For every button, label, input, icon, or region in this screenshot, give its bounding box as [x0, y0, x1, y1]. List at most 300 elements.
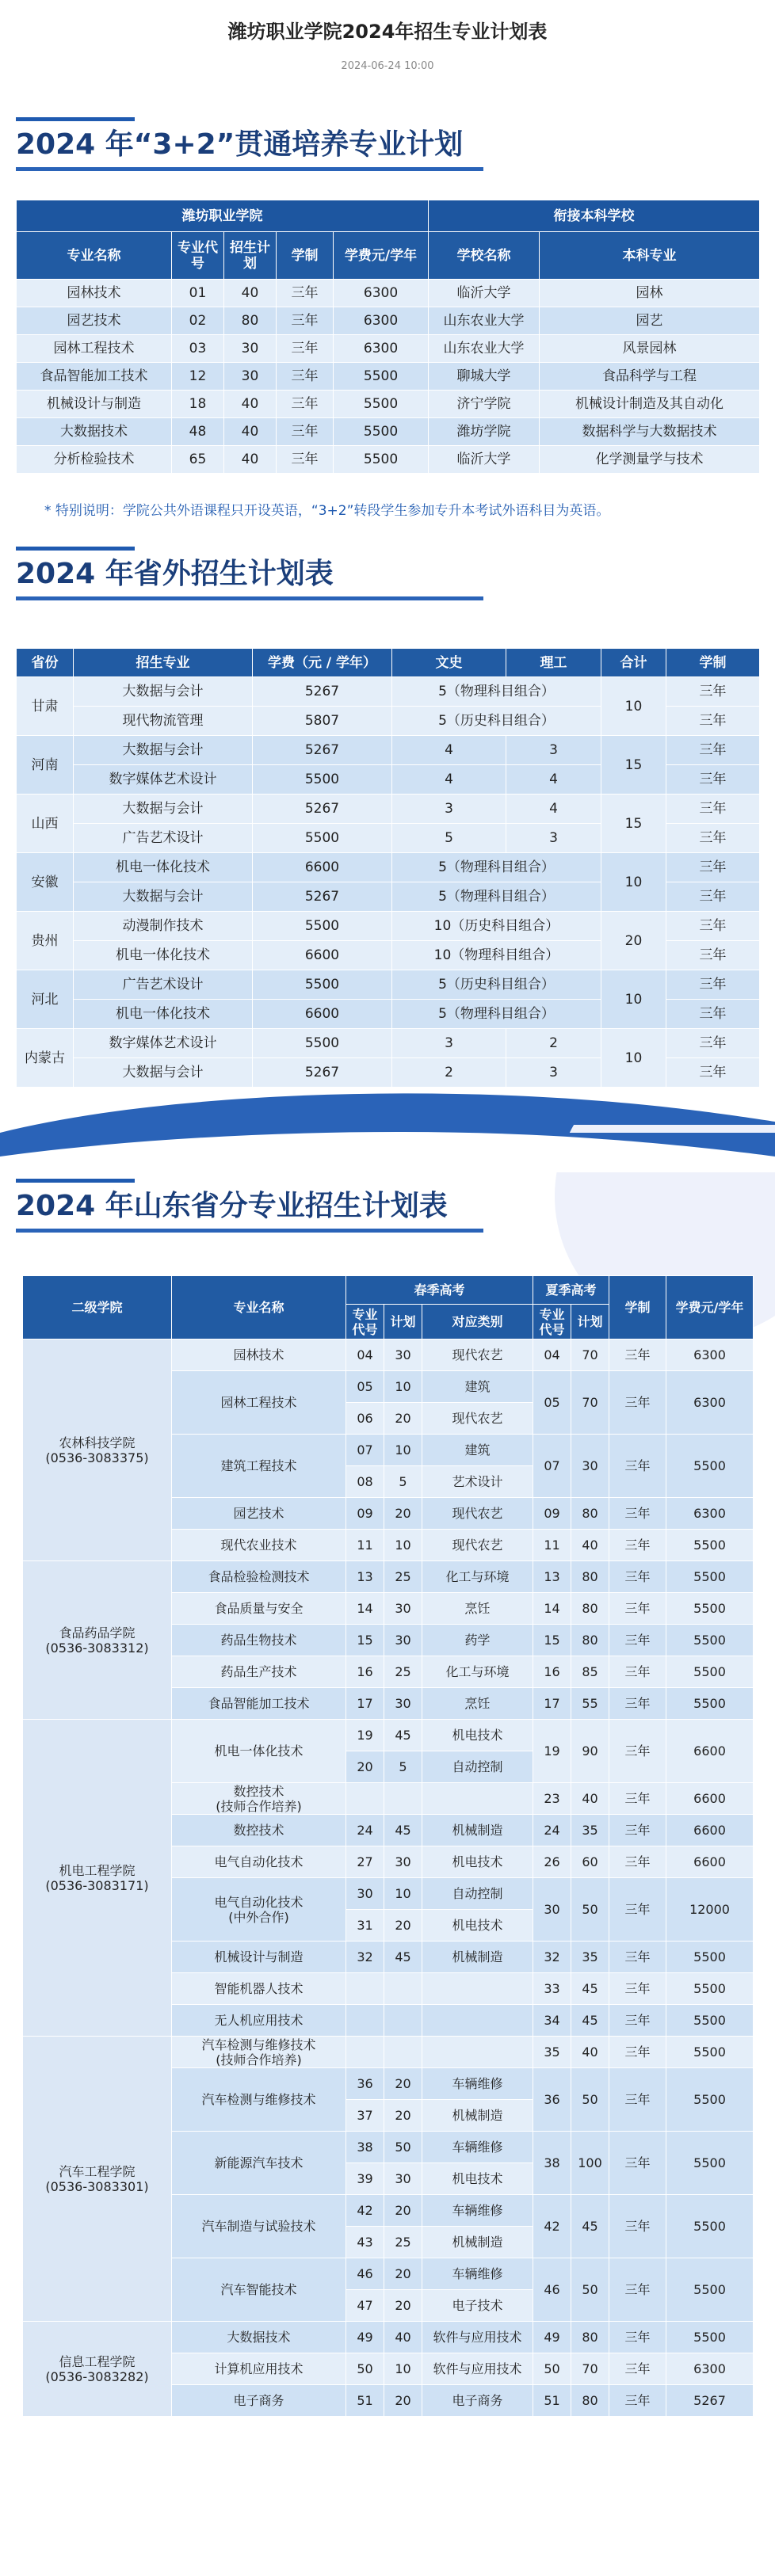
- spring-plan-cell: 20: [384, 2258, 422, 2290]
- table-cell: 6300: [334, 307, 429, 335]
- spring-category-cell: 自动控制: [422, 1751, 533, 1783]
- table-cell: 分析检验技术: [17, 446, 172, 474]
- table-cell: 65: [172, 446, 224, 474]
- section-title: 2024 年省外招生计划表: [16, 558, 334, 590]
- column-header: 合计: [601, 649, 666, 677]
- major-cell: 园艺技术: [172, 1498, 346, 1530]
- table-cell: 5500: [334, 446, 429, 474]
- spring-plan-cell: 20: [384, 1403, 422, 1435]
- spring-category-cell: 建筑: [422, 1435, 533, 1466]
- column-header: 学费元/学年: [666, 1276, 754, 1339]
- major-cell: 建筑工程技术: [172, 1435, 346, 1498]
- page-title: 潍坊职业学院2024年招生专业计划表: [227, 21, 548, 43]
- summer-plan-cell: 40: [571, 1530, 609, 1561]
- table-row: [17, 795, 760, 824]
- table-cell: 40: [224, 418, 277, 446]
- years-cell: 三年: [609, 2068, 666, 2132]
- fee-cell: 6300: [666, 1339, 754, 1371]
- table-cell: 园艺技术: [17, 307, 172, 335]
- spring-plan-cell: 10: [384, 1435, 422, 1466]
- publish-date: 2024-06-24 10:00: [341, 60, 434, 72]
- spring-plan-cell: 45: [384, 1720, 422, 1751]
- spring-plan-cell: 5: [384, 1466, 422, 1498]
- table-cell: 6300: [334, 280, 429, 307]
- spring-category-cell: 化工与环境: [422, 1656, 533, 1688]
- years-cell: 三年: [666, 882, 760, 912]
- college-name: 机电工程学院: [59, 1862, 136, 1878]
- quota-cell: 3: [506, 736, 601, 765]
- years-cell: 三年: [609, 1435, 666, 1498]
- spring-code-cell: 07: [346, 1435, 384, 1466]
- summer-code-cell: 13: [533, 1561, 571, 1593]
- major-cell: 汽车检测与维修技术 (技师合作培养): [172, 2037, 346, 2068]
- table-row: [23, 1720, 754, 1751]
- section-header-3plus2: [16, 117, 483, 171]
- special-note: * 特别说明：学院公共外语课程只开设英语，“3+2”转段学生参加专升本考试外语科目为英语。: [44, 503, 610, 519]
- summer-code-cell: 07: [533, 1435, 571, 1498]
- title-underline: [16, 1229, 483, 1233]
- table-cell: 临沂大学: [429, 280, 540, 307]
- spring-plan-cell: 20: [384, 2195, 422, 2227]
- college-name: 农林科技学院: [59, 1435, 136, 1450]
- spring-category-cell: 机械制造: [422, 1942, 533, 1973]
- quota-cell: 5（历史科目组合）: [392, 970, 601, 1000]
- fee-cell: 5267: [253, 882, 392, 912]
- fee-cell: 5500: [666, 1435, 754, 1498]
- summer-plan-cell: 50: [571, 1878, 609, 1942]
- spring-code-cell: 49: [346, 2322, 384, 2353]
- college-phone: (0536-3083301): [45, 2178, 149, 2194]
- years-cell: 三年: [609, 1720, 666, 1783]
- fee-cell: 6300: [666, 1371, 754, 1435]
- spring-plan-cell: 25: [384, 1561, 422, 1593]
- spring-code-cell: 39: [346, 2163, 384, 2195]
- table-cell: 18: [172, 391, 224, 418]
- table-cell: 化学测量学与技术: [540, 446, 760, 474]
- summer-plan-cell: 80: [571, 1498, 609, 1530]
- major-cell: 机械设计与制造: [172, 1942, 346, 1973]
- summer-plan-cell: 80: [571, 1561, 609, 1593]
- years-cell: 三年: [609, 1815, 666, 1846]
- spring-code-cell: 50: [346, 2353, 384, 2385]
- major-cell: 食品质量与安全: [172, 1593, 346, 1625]
- fee-cell: 5500: [253, 912, 392, 941]
- spring-plan-cell: 25: [384, 2227, 422, 2258]
- table-cell: 大数据技术: [17, 418, 172, 446]
- spring-code-cell: 11: [346, 1530, 384, 1561]
- summer-code-cell: 19: [533, 1720, 571, 1783]
- spring-category-cell: 现代农艺: [422, 1403, 533, 1435]
- table-cell: 食品科学与工程: [540, 363, 760, 391]
- quota-cell: 10（物理科目组合）: [392, 941, 601, 970]
- wave-edge: [0, 1125, 775, 1172]
- fee-cell: 5267: [253, 736, 392, 765]
- spring-category-cell: 车辆维修: [422, 2195, 533, 2227]
- table-row: [17, 970, 760, 1000]
- years-cell: 三年: [609, 1530, 666, 1561]
- spring-category-cell: 机械制造: [422, 1815, 533, 1846]
- column-header: 专业代号: [346, 1305, 384, 1339]
- spring-code-cell: 04: [346, 1339, 384, 1371]
- province-cell: 山西: [17, 795, 74, 853]
- spring-plan-cell: 5: [384, 1751, 422, 1783]
- table-row: [17, 363, 760, 391]
- table-row: [17, 912, 760, 941]
- spring-category-cell: 现代农艺: [422, 1339, 533, 1371]
- spring-plan-cell: 25: [384, 1656, 422, 1688]
- table-cell: 食品智能加工技术: [17, 363, 172, 391]
- spring-plan-cell: [384, 1973, 422, 2005]
- fee-cell: 6600: [253, 853, 392, 882]
- quota-cell: 4: [392, 736, 506, 765]
- summer-plan-cell: 80: [571, 2385, 609, 2417]
- total-cell: 15: [601, 736, 666, 795]
- spring-code-cell: 37: [346, 2100, 384, 2132]
- spring-category-cell: 机电技术: [422, 2163, 533, 2195]
- college-phone: (0536-3083375): [45, 1450, 149, 1465]
- column-header: 学制: [609, 1276, 666, 1339]
- table-cell: 6300: [334, 335, 429, 363]
- years-cell: 三年: [609, 2322, 666, 2353]
- table-cell: 12: [172, 363, 224, 391]
- major-cell: 机电一体化技术: [74, 1000, 253, 1029]
- major-cell: 机电一体化技术: [74, 853, 253, 882]
- column-header: 理工: [506, 649, 601, 677]
- quota-cell: 5（物理科目组合）: [392, 1000, 601, 1029]
- years-cell: 三年: [666, 824, 760, 853]
- spring-category-cell: 现代农艺: [422, 1530, 533, 1561]
- spring-category-cell: [422, 2037, 533, 2068]
- summer-code-cell: 17: [533, 1688, 571, 1720]
- section-header-out-of-province: [16, 547, 483, 600]
- column-header: 文史: [392, 649, 506, 677]
- spring-category-cell: 自动控制: [422, 1878, 533, 1910]
- major-cell: 大数据与会计: [74, 795, 253, 824]
- province-cell: 甘肃: [17, 677, 74, 736]
- table-cell: 园林工程技术: [17, 335, 172, 363]
- column-header: 学校名称: [429, 232, 540, 280]
- table-cell: 30: [224, 335, 277, 363]
- province-cell: 河南: [17, 736, 74, 795]
- column-header: 专业名称: [17, 232, 172, 280]
- column-header: 专业代号: [533, 1305, 571, 1339]
- quota-cell: 3: [392, 1029, 506, 1058]
- table-cell: 三年: [277, 335, 334, 363]
- spring-plan-cell: 10: [384, 1371, 422, 1403]
- fee-cell: 6600: [253, 1000, 392, 1029]
- fee-cell: 6300: [666, 1498, 754, 1530]
- spring-plan-cell: 50: [384, 2132, 422, 2163]
- quota-cell: 5（历史科目组合）: [392, 707, 601, 736]
- quota-cell: 4: [506, 795, 601, 824]
- spring-code-cell: [346, 2005, 384, 2037]
- summer-code-cell: 42: [533, 2195, 571, 2258]
- years-cell: 三年: [609, 1942, 666, 1973]
- summer-plan-cell: 70: [571, 2353, 609, 2385]
- years-cell: 三年: [666, 707, 760, 736]
- years-cell: 三年: [609, 2385, 666, 2417]
- spring-category-cell: 化工与环境: [422, 1561, 533, 1593]
- years-cell: 三年: [666, 853, 760, 882]
- total-cell: 10: [601, 677, 666, 736]
- spring-code-cell: 13: [346, 1561, 384, 1593]
- spring-code-cell: 30: [346, 1878, 384, 1910]
- major-cell: 电气自动化技术 (中外合作): [172, 1878, 346, 1942]
- summer-plan-cell: 80: [571, 2322, 609, 2353]
- major-cell: 数控技术: [172, 1815, 346, 1846]
- spring-plan-cell: 40: [384, 2322, 422, 2353]
- spring-category-cell: 软件与应用技术: [422, 2322, 533, 2353]
- table-row: [17, 446, 760, 474]
- title-underline: [16, 167, 483, 171]
- summer-code-cell: 05: [533, 1371, 571, 1435]
- spring-code-cell: 36: [346, 2068, 384, 2100]
- group-header: 衔接本科学校: [429, 200, 760, 232]
- table-cell: 山东农业大学: [429, 335, 540, 363]
- fee-cell: 6600: [666, 1815, 754, 1846]
- major-cell: 数字媒体艺术设计: [74, 765, 253, 795]
- fee-cell: 5267: [666, 2385, 754, 2417]
- major-cell: 数字媒体艺术设计: [74, 1029, 253, 1058]
- major-cell: 广告艺术设计: [74, 824, 253, 853]
- spring-plan-cell: 20: [384, 2100, 422, 2132]
- college-name: 汽车工程学院: [59, 2163, 136, 2179]
- summer-code-cell: 51: [533, 2385, 571, 2417]
- years-cell: 三年: [609, 1688, 666, 1720]
- major-cell: 广告艺术设计: [74, 970, 253, 1000]
- column-header: 夏季高考: [533, 1276, 609, 1305]
- years-cell: 三年: [666, 941, 760, 970]
- summer-plan-cell: 30: [571, 1435, 609, 1498]
- table-cell: 40: [224, 446, 277, 474]
- major-cell: 电子商务: [172, 2385, 346, 2417]
- spring-plan-cell: [384, 2037, 422, 2068]
- table-cell: 5500: [334, 391, 429, 418]
- accent-bar: [16, 117, 135, 121]
- years-cell: 三年: [666, 912, 760, 941]
- spring-category-cell: 现代农艺: [422, 1498, 533, 1530]
- major-cell: 大数据与会计: [74, 882, 253, 912]
- spring-plan-cell: 30: [384, 1846, 422, 1878]
- table-cell: 01: [172, 280, 224, 307]
- summer-plan-cell: 85: [571, 1656, 609, 1688]
- college-phone: (0536-3083282): [45, 2368, 149, 2384]
- fee-cell: 5500: [666, 2068, 754, 2132]
- table-row: [17, 1029, 760, 1058]
- spring-plan-cell: 30: [384, 2163, 422, 2195]
- major-cell: 食品智能加工技术: [172, 1688, 346, 1720]
- quota-cell: 5（物理科目组合）: [392, 882, 601, 912]
- table-cell: 30: [224, 363, 277, 391]
- summer-plan-cell: 45: [571, 2195, 609, 2258]
- years-cell: 三年: [609, 2037, 666, 2068]
- years-cell: 三年: [609, 1498, 666, 1530]
- table-cell: 机械设计与制造: [17, 391, 172, 418]
- summer-code-cell: 14: [533, 1593, 571, 1625]
- spring-plan-cell: 20: [384, 2068, 422, 2100]
- accent-bar: [16, 547, 135, 551]
- years-cell: 三年: [609, 2005, 666, 2037]
- table-cell: 80: [224, 307, 277, 335]
- table-cell: 园林技术: [17, 280, 172, 307]
- spring-category-cell: 软件与应用技术: [422, 2353, 533, 2385]
- spring-code-cell: 09: [346, 1498, 384, 1530]
- college-phone: (0536-3083171): [45, 1877, 149, 1893]
- table-cell: 三年: [277, 280, 334, 307]
- table-cell: 03: [172, 335, 224, 363]
- major-cell: 汽车智能技术: [172, 2258, 346, 2322]
- spring-plan-cell: [384, 1783, 422, 1815]
- column-header: 学制: [666, 649, 760, 677]
- major-cell: 无人机应用技术: [172, 2005, 346, 2037]
- summer-code-cell: 26: [533, 1846, 571, 1878]
- fee-cell: 5500: [253, 970, 392, 1000]
- table-row: [17, 335, 760, 363]
- spring-code-cell: 42: [346, 2195, 384, 2227]
- spring-code-cell: 14: [346, 1593, 384, 1625]
- major-cell: 现代物流管理: [74, 707, 253, 736]
- spring-code-cell: 08: [346, 1466, 384, 1498]
- spring-category-cell: [422, 2005, 533, 2037]
- spring-plan-cell: 10: [384, 1530, 422, 1561]
- table-cell: 潍坊学院: [429, 418, 540, 446]
- column-header: 学制: [277, 232, 334, 280]
- summer-plan-cell: 45: [571, 1973, 609, 2005]
- province-cell: 贵州: [17, 912, 74, 970]
- province-cell: 安徽: [17, 853, 74, 912]
- spring-plan-cell: 10: [384, 1878, 422, 1910]
- table-cell: 48: [172, 418, 224, 446]
- summer-code-cell: 16: [533, 1656, 571, 1688]
- spring-category-cell: 机械制造: [422, 2227, 533, 2258]
- fee-cell: 5500: [666, 2037, 754, 2068]
- summer-code-cell: 36: [533, 2068, 571, 2132]
- spring-category-cell: 机电技术: [422, 1720, 533, 1751]
- spring-category-cell: 机械制造: [422, 2100, 533, 2132]
- spring-code-cell: 38: [346, 2132, 384, 2163]
- spring-code-cell: 17: [346, 1688, 384, 1720]
- fee-cell: 6600: [666, 1720, 754, 1783]
- table-cell: 40: [224, 391, 277, 418]
- summer-code-cell: 15: [533, 1625, 571, 1656]
- table-cell: 数据科学与大数据技术: [540, 418, 760, 446]
- major-cell: 大数据与会计: [74, 736, 253, 765]
- spring-code-cell: 31: [346, 1910, 384, 1942]
- fee-cell: 5500: [666, 1593, 754, 1625]
- table-cell: 济宁学院: [429, 391, 540, 418]
- table-row: [17, 391, 760, 418]
- years-cell: 三年: [609, 2258, 666, 2322]
- summer-plan-cell: 35: [571, 1815, 609, 1846]
- column-header: 对应类别: [422, 1305, 533, 1339]
- summer-code-cell: 33: [533, 1973, 571, 2005]
- quota-cell: 4: [506, 765, 601, 795]
- table-cell: 园艺: [540, 307, 760, 335]
- spring-category-cell: 机电技术: [422, 1846, 533, 1878]
- major-cell: 数控技术 (技师合作培养): [172, 1783, 346, 1815]
- fee-cell: 5500: [666, 2132, 754, 2195]
- summer-plan-cell: 100: [571, 2132, 609, 2195]
- college-cell: [23, 2037, 172, 2322]
- summer-plan-cell: 40: [571, 2037, 609, 2068]
- province-cell: 内蒙古: [17, 1029, 74, 1088]
- summer-plan-cell: 45: [571, 2005, 609, 2037]
- spring-plan-cell: [384, 2005, 422, 2037]
- major-cell: 现代农业技术: [172, 1530, 346, 1561]
- table-cell: 三年: [277, 307, 334, 335]
- section-title: 2024 年“3+2”贯通培养专业计划: [16, 128, 464, 161]
- section-title: 2024 年山东省分专业招生计划表: [16, 1190, 448, 1222]
- spring-code-cell: 51: [346, 2385, 384, 2417]
- fee-cell: 6600: [253, 941, 392, 970]
- spring-code-cell: 05: [346, 1371, 384, 1403]
- spring-plan-cell: 30: [384, 1339, 422, 1371]
- summer-code-cell: 35: [533, 2037, 571, 2068]
- spring-plan-cell: 30: [384, 1688, 422, 1720]
- fee-cell: 5267: [253, 677, 392, 707]
- major-cell: 食品检验检测技术: [172, 1561, 346, 1593]
- spring-code-cell: 46: [346, 2258, 384, 2290]
- table-row: [17, 307, 760, 335]
- column-header: 二级学院: [23, 1276, 172, 1339]
- fee-cell: 5500: [666, 1656, 754, 1688]
- table-shandong: [22, 1275, 754, 2417]
- major-cell: 大数据与会计: [74, 1058, 253, 1088]
- table-cell: 聊城大学: [429, 363, 540, 391]
- spring-plan-cell: 30: [384, 1625, 422, 1656]
- fee-cell: 5500: [666, 1688, 754, 1720]
- table-cell: 5500: [334, 418, 429, 446]
- table-row: [17, 853, 760, 882]
- column-header: 计划: [571, 1305, 609, 1339]
- table-cell: 三年: [277, 418, 334, 446]
- summer-code-cell: 34: [533, 2005, 571, 2037]
- fee-cell: 5500: [253, 765, 392, 795]
- college-cell: [23, 1339, 172, 1561]
- college-cell: [23, 1561, 172, 1720]
- fee-cell: 5500: [666, 1973, 754, 2005]
- summer-plan-cell: 50: [571, 2258, 609, 2322]
- summer-code-cell: 32: [533, 1942, 571, 1973]
- major-cell: 汽车检测与维修技术: [172, 2068, 346, 2132]
- summer-plan-cell: 80: [571, 1625, 609, 1656]
- major-cell: 机电一体化技术: [74, 941, 253, 970]
- accent-bar: [16, 1179, 135, 1183]
- spring-category-cell: 车辆维修: [422, 2068, 533, 2100]
- spring-code-cell: 15: [346, 1625, 384, 1656]
- summer-code-cell: 46: [533, 2258, 571, 2322]
- spring-category-cell: 车辆维修: [422, 2258, 533, 2290]
- major-cell: 药品生产技术: [172, 1656, 346, 1688]
- column-header: 学费元/学年: [334, 232, 429, 280]
- fee-cell: 5500: [666, 2258, 754, 2322]
- spring-category-cell: 烹饪: [422, 1688, 533, 1720]
- college-name: 食品药品学院: [59, 1625, 136, 1640]
- table-cell: 三年: [277, 391, 334, 418]
- fee-cell: 5500: [666, 2322, 754, 2353]
- table-cell: 风景园林: [540, 335, 760, 363]
- quota-cell: 4: [392, 765, 506, 795]
- fee-cell: 5500: [666, 1530, 754, 1561]
- years-cell: 三年: [609, 2195, 666, 2258]
- years-cell: 三年: [666, 765, 760, 795]
- years-cell: 三年: [666, 795, 760, 824]
- summer-code-cell: 50: [533, 2353, 571, 2385]
- spring-plan-cell: 20: [384, 2290, 422, 2322]
- column-header: 招生专业: [74, 649, 253, 677]
- total-cell: 10: [601, 970, 666, 1029]
- spring-code-cell: [346, 1973, 384, 2005]
